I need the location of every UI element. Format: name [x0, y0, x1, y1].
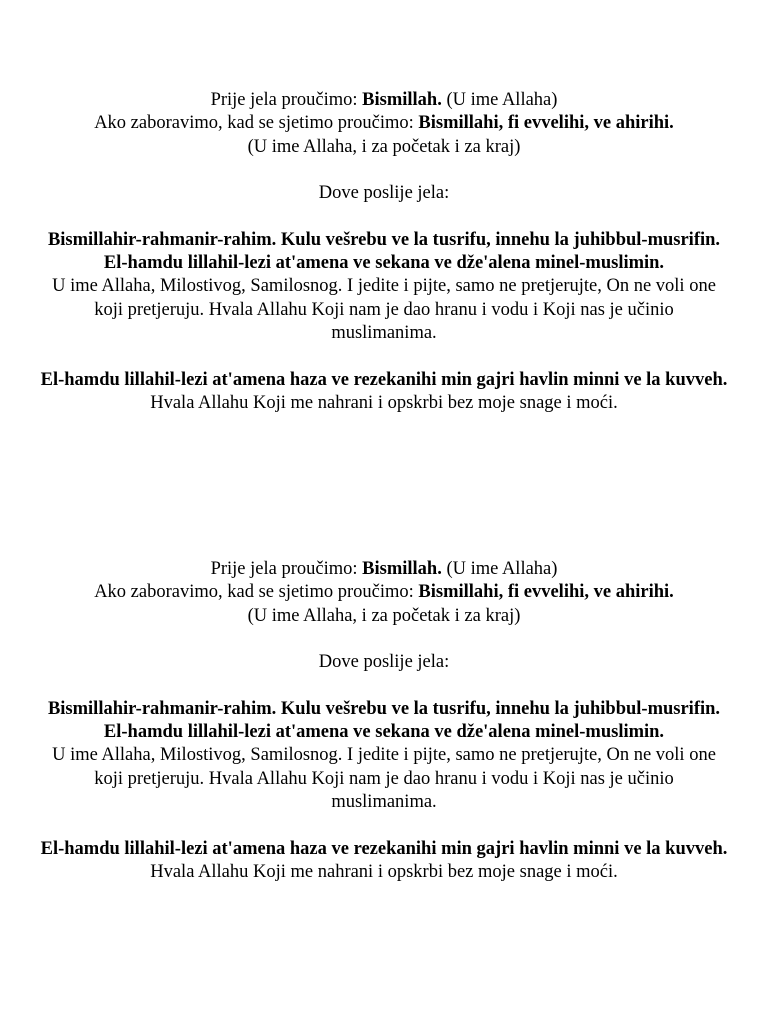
after-meal-heading: Dove poslije jela: — [318, 652, 450, 673]
forgot-text: Ako zaboravimo, kad se sjetimo proučimo: — [94, 582, 419, 603]
dua1-translation: U ime Allaha, Milostivog, Samilosnog. I jedite i pijte, samo ne pretjerujte, On ne voli one koji pretjeruju. Hvala Allahu Koji nam je dao hranu i vodu i Koji nas je učinio muslimanima. — [52, 276, 716, 343]
forgot-dua: Bismillahi, fi evvelihi, ve ahirihi. — [418, 113, 674, 134]
before-meal-text: Prije jela proučimo: — [210, 90, 363, 110]
dua1-bold-2 — [40, 721, 728, 744]
forgot-line — [40, 112, 728, 135]
bismillah-translation: (U ime Allaha) — [441, 90, 558, 110]
prayer-block-1 — [40, 89, 728, 415]
dua1-bold-2 — [40, 252, 728, 275]
spacer — [40, 205, 728, 228]
spacer — [40, 674, 728, 697]
prayer-block-2 — [40, 558, 728, 884]
dua1-bold-1-text: Bismillahir-rahmanir-rahim. Kulu vešrebu ve la tusrifu, innehu la juhibbul-musrifin. — [47, 229, 721, 250]
before-meal-text: Prije jela proučimo: — [210, 559, 363, 579]
bismillah-text: Bismillah. — [362, 559, 442, 579]
spacer — [40, 345, 728, 368]
before-meal-line — [40, 558, 728, 581]
dua2-translation: Hvala Allahu Koji me nahrani i opskrbi bez moje snage i moći. — [150, 392, 618, 413]
spacer — [40, 628, 728, 651]
dua1-bold-1-text: Bismillahir-rahmanir-rahim. Kulu vešrebu ve la tusrifu, innehu la juhibbul-musrifin. — [47, 698, 721, 719]
dua2-translation: Hvala Allahu Koji me nahrani i opskrbi bez moje snage i moći. — [150, 861, 618, 882]
bismillah-text: Bismillah. — [362, 90, 442, 110]
forgot-translation: (U ime Allaha, i za početak i za kraj) — [247, 605, 521, 626]
dua2-bold — [40, 369, 728, 392]
after-meal-heading: Dove poslije jela: — [318, 183, 450, 204]
forgot-line — [40, 581, 728, 604]
dua1-bold-1 — [40, 698, 728, 721]
forgot-text: Ako zaboravimo, kad se sjetimo proučimo: — [94, 113, 419, 134]
before-meal-line — [40, 89, 728, 112]
forgot-translation: (U ime Allaha, i za početak i za kraj) — [247, 136, 521, 157]
dua2-bold — [40, 838, 728, 861]
forgot-dua: Bismillahi, fi evvelihi, ve ahirihi. — [418, 582, 674, 603]
dua1-bold-1 — [40, 229, 728, 252]
spacer — [40, 159, 728, 182]
dua2-bold-text: El-hamdu lillahil-lezi at'amena haza ve rezekanihi min gajri havlin minni ve la kuvveh. — [40, 838, 728, 859]
bismillah-translation: (U ime Allaha) — [441, 559, 558, 579]
dua1-translation: U ime Allaha, Milostivog, Samilosnog. I jedite i pijte, samo ne pretjerujte, On ne voli one koji pretjeruju. Hvala Allahu Koji nam je dao hranu i vodu i Koji nas je učinio muslimanima. — [52, 745, 716, 812]
dua2-bold-text: El-hamdu lillahil-lezi at'amena haza ve rezekanihi min gajri havlin minni ve la kuvveh. — [40, 369, 728, 390]
spacer — [40, 814, 728, 837]
dua1-bold-2-text: El-hamdu lillahil-lezi at'amena ve sekana ve dže'alena minel-muslimin. — [103, 722, 665, 743]
dua1-bold-2-text: El-hamdu lillahil-lezi at'amena ve sekana ve dže'alena minel-muslimin. — [103, 253, 665, 274]
